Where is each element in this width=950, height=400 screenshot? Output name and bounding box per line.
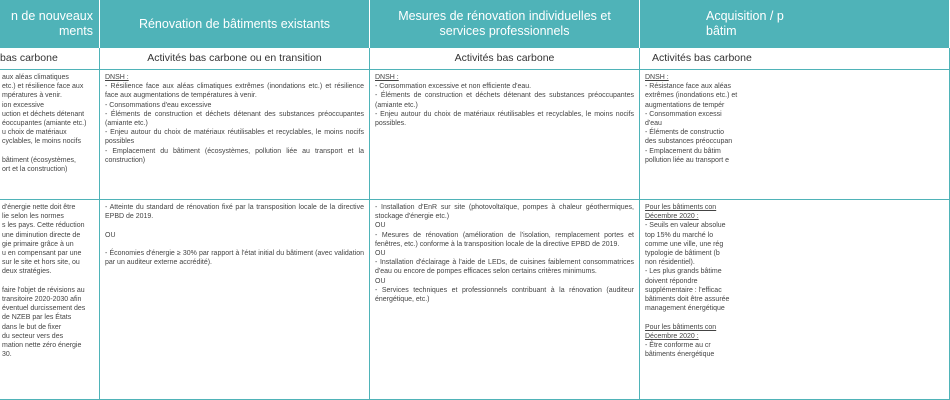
cell-line: supplémentaire : l'efficac [645,286,722,294]
cell-line: - Les plus grands bâtime [645,268,722,276]
cell-line: dans le but de fixer [2,323,62,331]
cell-line [105,240,364,249]
cell-line: 30. [2,351,12,359]
cell-line: extrêmes (inondations etc.) et [645,92,738,100]
cell-line: - Installation d'éclairage à l'aide de LEDs, de cuisines faiblement consommatrices d'eau ou encore de pompes efficaces selon certains critères minimums. [375,259,634,276]
cell-line: - Résilience face aux aléas climatiques extrêmes (inondations etc.) et résilience face aux augmentations de températures à venir. [105,83,364,100]
header-label: Mesures de rénovation individuelles et services professionnels [398,9,611,38]
subheader-col0 [0,48,100,70]
cell-line: DNSH : [375,74,399,81]
cell-line: - Résistance face aux aléas [645,83,731,91]
cell-line: aux aléas climatiques [2,74,69,81]
cell-line: - Enjeu autour du choix de matériaux réutilisables et recyclables, le moins nocifs possibles [105,129,364,146]
cell-line: gie primaire grâce à un [2,240,74,248]
cell-line: - Services techniques et professionnels contribuant à la rénovation (auditeur énergétique, etc.) [375,286,634,304]
cell-dnsh-new [0,70,100,200]
cell-criteria-new [0,200,100,400]
cell-line: - Économies d'énergie ≥ 30% par rapport à l'état initial du bâtiment (avec validation par un auditeur externe accrédité). [105,250,364,267]
cell-line: éventuel durcissement des [2,305,86,313]
cell-line: des substances préoccupan [645,138,733,146]
cell-line: sur le site et hors site, ou [2,259,80,267]
header-label: n de nouveaux ments [10,9,93,38]
cell-line: du secteur vers des [2,332,64,340]
cell-line: bâtiments doit être assurée [645,296,730,304]
cell-line: non résidentiel). [645,259,695,267]
cell-dnsh-acquisition [640,70,950,200]
cell-line: uction et déchets détenant [2,110,85,118]
cell-line [105,221,364,230]
cell-line: u en compensant par une [2,250,82,258]
cell-line: éoccupantes (amiante etc.) [2,120,87,128]
cell-line: pollution liée au transport e [645,156,730,164]
cell-criteria-renovation [100,200,370,400]
cell-line: - Emplacement du bâtim [645,147,721,155]
header-label: Acquisition / p bâtim [706,9,784,38]
subheader-label: Activités bas carbone [652,52,752,64]
cell-line: OU [375,250,386,258]
cell-line: d'eau [645,120,662,128]
cell-line: DNSH : [105,74,129,81]
header-individual-measures [370,0,640,48]
subheader-label: Activités bas carbone ou en transition [147,52,322,64]
header-renovation [100,0,370,48]
cell-line: ort et la construction) [2,166,68,174]
cell-line: Décembre 2020 : [645,213,699,221]
cell-criteria-acquisition [640,200,950,400]
cell-line [2,277,94,286]
cell-line: typologie de bâtiment (b [645,250,720,258]
subheader-col1 [100,48,370,70]
cell-line: Décembre 2020 : [645,332,699,340]
cell-dnsh-measures [370,70,640,200]
cell-line: - Éléments de construction et déchets détenant des substances préoccupantes (amiante etc.) [375,92,634,109]
cell-criteria-measures [370,200,640,400]
cell-line: - Installation d'EnR sur site (photovoltaïque, pompes à chaleur géothermiques, stockage d'énergie etc.) [375,204,634,221]
cell-line: d'énergie nette doit être [2,204,76,211]
cell-line [645,313,944,322]
cell-line: - Atteinte du standard de rénovation fixé par la transposition locale de la directive EPBD de 2019. [105,204,364,221]
cell-line: de NZEB par les États [2,314,72,322]
cell-line: ion excessive [2,101,45,109]
cell-line: u choix de matériaux [2,129,67,137]
cell-line: faire l'objet de révisions au [2,286,85,294]
cell-line: OU [375,222,386,230]
header-label: Rénovation de bâtiments existants [138,16,331,31]
cell-line: une diminution directe de [2,231,81,239]
cell-line: - Éléments de constructio [645,129,724,137]
cell-line: - Consommation excessi [645,110,722,118]
cell-line: - Consommations d'eau excessive [105,101,212,109]
subheader-label: Activités bas carbone [454,52,555,64]
cell-line: - Emplacement du bâtiment (écosystèmes, pollution liée au transport et la construction) [105,147,364,164]
cell-line: etc.) et résilience face aux [2,83,84,91]
header-acquisition [640,0,950,48]
cell-line: OU [375,277,386,285]
cell-line: management énergétique [645,305,725,313]
cell-line: augmentations de tempér [645,101,725,109]
cell-line: s les pays. Cette réduction [2,222,85,230]
cell-line: comme une ville, une rég [645,240,724,248]
cell-line [2,147,94,156]
cell-line: doivent répondre [645,277,698,285]
cell-line: mation nette zéro énergie [2,342,82,350]
subheader-label: bas carbone [0,52,58,64]
cell-dnsh-renovation [100,70,370,200]
cell-line: Pour les bâtiments con [645,204,717,211]
cell-line: bâtiments énergétique [645,351,715,359]
cell-line: - Éléments de construction et déchets détenant des substances préoccupantes (amiante etc.) [105,110,364,128]
cell-line: - Mesures de rénovation (amélioration de l'isolation, remplacement portes et fenêtres, etc.) conforme à la transposition locale de la directive EPBD de 2019. [375,231,634,248]
cell-line: mpératures à venir. [2,92,62,100]
cell-line: - Enjeu autour du choix de matériaux réutilisables et recyclables, le moins nocifs possibles. [375,110,634,128]
cell-line: bâtiment (écosystèmes, [2,156,76,164]
cell-line: lie selon les normes [2,213,64,221]
cell-line: - Consommation excessive et non efficiente d'eau. [375,83,532,91]
cell-line: - Seuils en valeur absolue [645,222,726,230]
cell-line: deux stratégies. [2,268,52,276]
subheader-col3 [640,48,950,70]
header-new-buildings [0,0,100,48]
cell-line: top 15% du marché lo [645,231,714,239]
cell-line: Pour les bâtiments con [645,323,717,331]
subheader-col2 [370,48,640,70]
cell-line: cyclables, le moins nocifs [2,138,81,146]
cell-line: OU [105,231,116,239]
cell-line: - Être conforme au cr [645,342,711,350]
cell-line: DNSH : [645,74,669,81]
cell-line: transitoire 2020-2030 afin [2,296,82,304]
